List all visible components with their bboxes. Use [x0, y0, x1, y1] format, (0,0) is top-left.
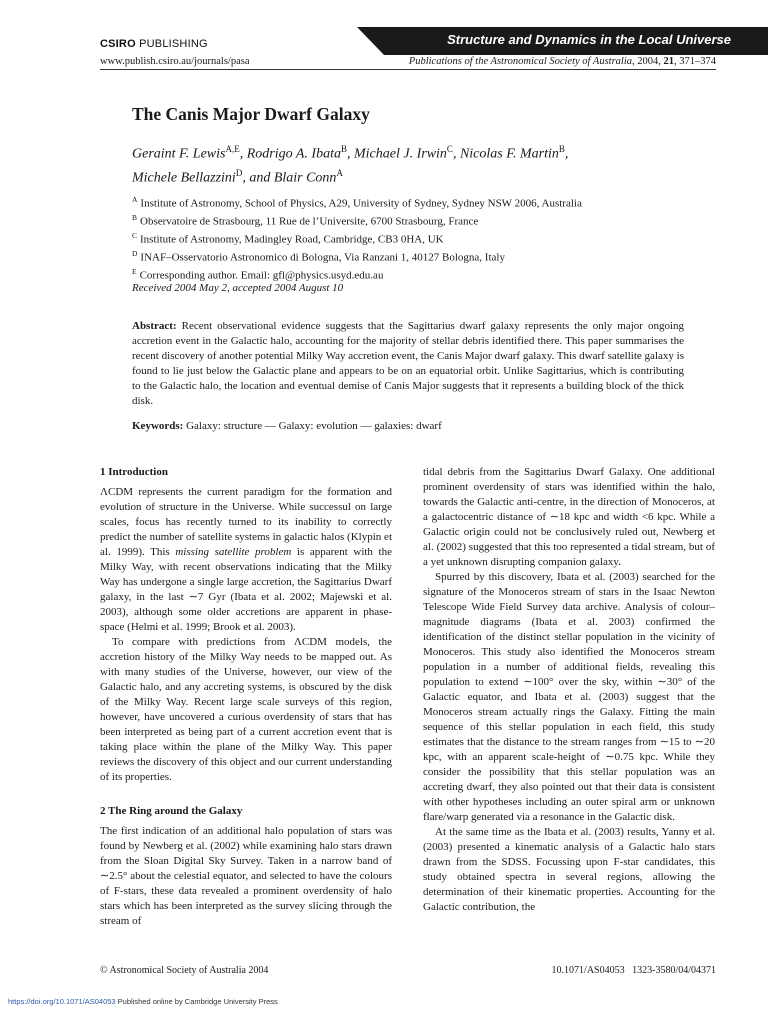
- author: Michael J. Irwin: [354, 146, 447, 162]
- doi: 10.1071/AS04053: [551, 965, 625, 976]
- received-dates: Received 2004 May 2, accepted 2004 August 10: [132, 282, 344, 294]
- journal-url[interactable]: www.publish.csiro.au/journals/pasa: [100, 56, 250, 67]
- author-list: Geraint F. Lewis$^{A,E}$, Rodrigo A. Ibata$^B$, Michael J. Irwin$^C$, Nicolas F. Martin$^B$, Michele Bellazzini$^D$, and Blair Conn$^A$: [132, 144, 569, 186]
- abstract: [132, 319, 684, 409]
- paper-title: The Canis Major Dwarf Galaxy: [132, 104, 370, 124]
- body-column-right: [423, 465, 715, 915]
- author: Michele Bellazzini: [132, 170, 236, 186]
- affiliations: [132, 193, 692, 283]
- header-rule: [100, 69, 716, 70]
- issn: 1323-3580/04/04371: [632, 965, 716, 976]
- affiliation-item: $^B$ Observatoire de Strasbourg, 11 Rue de l’Universite, 6700 Strasbourg, France: [132, 213, 479, 228]
- section-heading: 1 Introduction: [100, 466, 168, 478]
- affiliation-item: $^A$ Institute of Astronomy, School of Physics, A29, University of Sydney, Sydney NSW 2006, Australia: [132, 195, 582, 210]
- affiliation-item: $^C$ Institute of Astronomy, Madingley Road, Cambridge, CB3 0HA, UK: [132, 231, 444, 246]
- affiliation-item: $^D$ INAF–Osservatorio Astronomico di Bologna, Via Ranzani 1, 40127 Bologna, Italy: [132, 249, 505, 264]
- affiliation-item: $^E$ Corresponding author. Email: gfl@physics.usyd.edu.au: [132, 267, 384, 282]
- cambridge-doi-line: https://doi.org/10.1071/AS04053 Published online by Cambridge University Press: [8, 997, 278, 1006]
- series-banner-title: Structure and Dynamics in the Local Universe: [447, 32, 731, 47]
- author: Geraint F. Lewis: [132, 146, 226, 162]
- paragraph: tidal debris from the Sagittarius Dwarf Galaxy. One additional prominent overdensity of stars was identified within the halo, towards the Galactic anti-centre, in the direction of Monoceros, at a galactocentric distance of ∼18 kpc and width <6 kpc. While a Galactic origin could not be conclusively ruled out, Newberg et al. (2002) suggested that this too represented a tidal stream, but of a yet unknown disrupting companion galaxy.: [423, 466, 715, 568]
- paragraph: Spurred by this discovery, Ibata et al. (2003) searched for the signature of the Monoceros stream of stars in the Isaac Newton Telescope Wide Field Survey data archive. Analysis of colour–magnitude diagrams (Ibata et al. 2003) confirmed the identification of the distinct stellar population in the vicinity of Monoceros. This study also identified the Monoceros stream population in a number of additional fields, revealing this population to extend ∼100° over the sky, within ∼30° of the Galactic equator, and Ibata et al. (2003) suggest that the Monoceros stream actually rings the Galaxy. Fitting the main sequence of this stellar population in each field, this study estimates that the distance to the stream ranges from ∼15 to ∼20 kpc, with an apparent scale-height of ∼0.75 kpc. While they consider the possibility that this stellar population was an accreting dwarf, they also pointed out that their data is consistent with other hypotheses including an outer spiral arm or unknown flare/warp generated via a resonance in the Galactic disk.: [423, 571, 715, 823]
- paragraph: The first indication of an additional halo population of stars was found by Newberg et al. (2002) while examining halo stars drawn from the Sloan Digital Sky Survey. Taken in a narrow band of ∼2.5° about the celestial equator, and selected to have the colours of F-stars, these data revealed a prominent overdensity of halo stars which has been interpreted as the survey slicing through the stream of: [100, 825, 392, 927]
- abstract-text: Recent observational evidence suggests that the Sagittarius dwarf galaxy represents the only major ongoing accretion event in the Galactic halo, accounting for the majority of stellar debris identified there. This paper summarises the recent discovery of another potential Milky Way accretion event, the Canis Major dwarf galaxy. This dwarf satellite galaxy is found to lie just below the Galactic plane and appears to be on an equatorial orbit. Unlike Sagittarius, which is contributing to the Galactic halo, the location and eventual demise of Canis Major suggests that it represents a building block of the thick disk.: [132, 320, 685, 407]
- copyright: © Astronomical Society of Australia 2004: [100, 965, 269, 976]
- doi-link[interactable]: https://doi.org/10.1071/AS04053: [8, 997, 116, 1006]
- author: Rodrigo A. Ibata: [246, 146, 341, 162]
- keywords: [132, 420, 684, 432]
- doi-issn: [552, 965, 716, 976]
- keywords-text: Galaxy: structure — Galaxy: evolution — galaxies: dwarf: [186, 420, 442, 432]
- publisher-logo: CSIRO PUBLISHING: [100, 38, 208, 50]
- body-column-left: [100, 465, 392, 929]
- paragraph: To compare with predictions from ΛCDM models, the accretion history of the Milky Way needs to be mapped out. As with many studies of the Universe, however, our view of the Galactic halo, and any accreting systems, is obscured by the disk of the Milky Way. Recent large scale surveys of this region, however, have uncovered a curious overdensity of stars that has been interpreted as being part of a current accretion event that is taking place within the plane of the Milky Way. This paper reviews the discovery of this object and our current understanding of its properties.: [100, 636, 392, 783]
- journal-citation: Publications of the Astronomical Society of Australia, 2004, 21, 371–374: [408, 56, 716, 67]
- abstract-label: Abstract:: [132, 320, 177, 332]
- section-heading: 2 The Ring around the Galaxy: [100, 805, 243, 817]
- author: Blair Conn: [273, 170, 337, 186]
- paragraph: ΛCDM represents the current paradigm for the formation and evolution of structure in the Universe. While successul on large scales, focus has recently turned to its inability to correctly predict the number of satellite systems in galactic halos (Klypin et al. 1999). This missing satellite problem is apparent with the Milky Way, with recent observations indicating that the Milky Way has undergone a single large accretion, the Sagittarius Dwarf galaxy, in the last ∼7 Gyr (Ibata et al. 2002; Majewski et al. 2003), although some older accretions are apparent in phase-space (Helmi et al. 1999; Brook et al. 2003).: [100, 486, 392, 633]
- author: Nicolas F. Martin: [459, 146, 559, 162]
- keywords-label: Keywords:: [132, 420, 184, 432]
- paragraph: At the same time as the Ibata et al. (2003) results, Yanny et al. (2003) presented a kinematic analysis of a Galactic halo stars drawn from the SDSS. Focussing upon F-star candidates, this study obtained spectra in several regions, allowing the determination of their kinematic properties. Accounting for the Galactic contribution, the: [423, 826, 715, 913]
